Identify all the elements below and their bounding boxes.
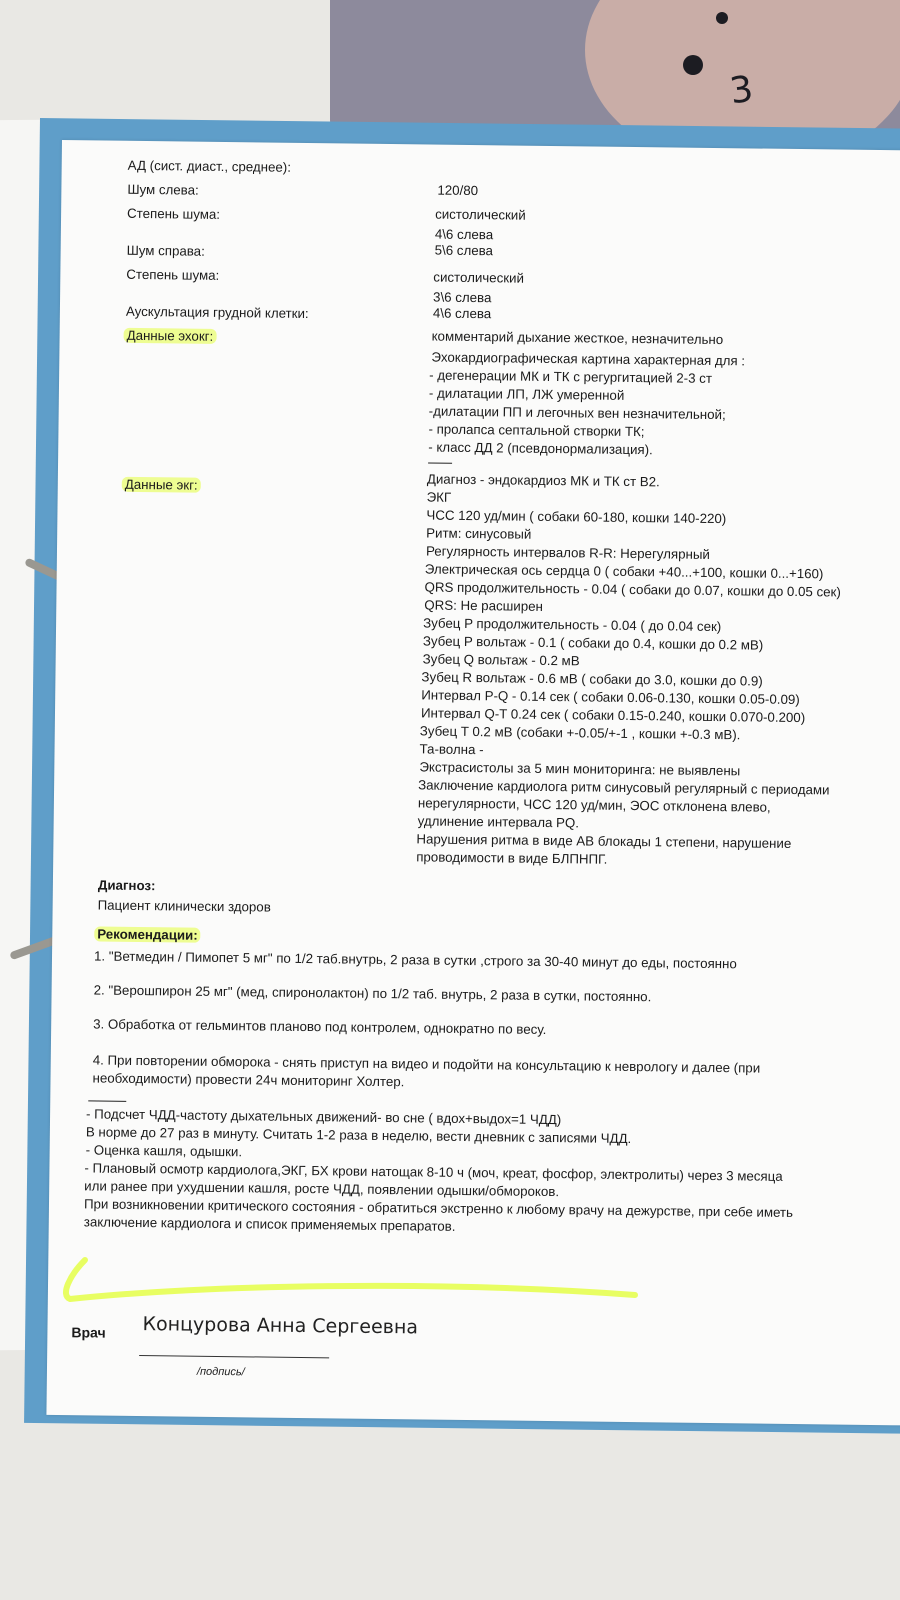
notes-separator xyxy=(88,1100,126,1101)
note-line: или ранее при ухудшении кашля, росте ЧДД, появлении одышки/обмороков. xyxy=(84,1178,560,1200)
label-shum-right: Шум справа: xyxy=(126,242,205,259)
value-stepen-left-2: 5\6 слева xyxy=(434,242,494,259)
ekg-line: ЭКГ xyxy=(426,489,452,505)
recommendation-item: 3. Обработка от гельминтов планово под контролем, однократно по весу. xyxy=(93,1016,547,1037)
label-stepen-right: Степень шума: xyxy=(126,266,220,283)
diagnosis-title: Диагноз: xyxy=(97,877,156,894)
ekg-line: ЧСС 120 уд/мин ( собаки 60-180, кошки 140-220) xyxy=(426,507,727,527)
echo-line: Эхокардиографическая картина характерная для : xyxy=(431,349,746,369)
label-ekg-wrap xyxy=(122,477,201,494)
label-ekg: Данные экг: xyxy=(122,477,201,493)
report-sheet xyxy=(46,140,900,1425)
label-ad: АД (сист. диаст., среднее): xyxy=(127,157,292,175)
ekg-line: Электрическая ось сердца 0 ( собаки +40...+100, кошки 0...+160) xyxy=(424,561,824,582)
ekg-line: Ритм: синусовый xyxy=(426,525,532,542)
recommendations-title: Рекомендации: xyxy=(94,926,201,942)
note-line: При возникновении критического состояния - обратиться экстренно к любому врачу на дежурстве, при себе иметь xyxy=(83,1196,794,1221)
note-line: - Подсчет ЧДД-частоту дыхательных движений- во сне ( вдох+выдох=1 ЧДД) xyxy=(86,1106,562,1128)
value-auscultation: комментарий дыхание жесткое, незначительно xyxy=(431,328,724,348)
ekg-conclusion: Заключение кардиолога ритм синусовый регулярный с периодами xyxy=(418,777,830,798)
ekg-line: Интервал P-Q - 0.14 сек ( собаки 0.06-0.130, кошки 0.05-0.09) xyxy=(421,687,800,708)
echo-line: - дегенерации МК и ТК с регургитацией 2-3 ст xyxy=(429,367,713,386)
pattern-glyph: 3 xyxy=(727,68,756,113)
label-shum-left: Шум слева: xyxy=(127,181,199,198)
doctor-label: Врач xyxy=(71,1324,106,1341)
ekg-line: Зубец Q вольтаж - 0.2 мВ xyxy=(422,651,580,669)
echo-line: -дилатации ПП и легочных вен незначительной; xyxy=(428,403,726,423)
value-shum-right: систолический xyxy=(433,269,525,286)
value-ad: 120/80 xyxy=(437,182,479,199)
pattern-dot xyxy=(716,12,728,24)
ekg-conclusion: нерегулярности, ЧСС 120 уд/мин, ЭОС отклонена влево, xyxy=(417,795,771,815)
echo-separator xyxy=(428,462,452,463)
highlighter-stroke xyxy=(55,1255,655,1305)
diagnosis-text: Пациент клинически здоров xyxy=(97,897,271,915)
recommendation-item: 2. "Верошпирон 25 мг" (мед, спиронолактон) по 1/2 таб. внутрь, 2 раза в сутки, постоянно. xyxy=(93,982,652,1005)
value-stepen-right-2: 4\6 слева xyxy=(432,305,492,322)
ekg-line: Та-волна - xyxy=(419,741,484,758)
ekg-line: Экстрасистолы за 5 мин мониторинга: не выявлены xyxy=(419,759,741,779)
pattern-dot xyxy=(683,55,703,75)
recommendations-title-wrap xyxy=(94,926,201,943)
ekg-conclusion: Нарушения ритма в виде АВ блокады 1 степени, нарушение xyxy=(416,831,792,851)
ekg-line: Зубец P вольтаж - 0.1 ( собаки до 0.4, кошки до 0.2 мВ) xyxy=(422,633,764,653)
signature-caption: /подпись/ xyxy=(196,1365,245,1379)
ekg-conclusion: удлинение интервала PQ. xyxy=(417,813,580,831)
recommendation-item: 1. "Ветмедин / Пимопет 5 мг" по 1/2 таб.внутрь, 2 раза в сутки ,строго за 30-40 минут до еды, постоянно xyxy=(93,948,737,972)
note-line: - Плановый осмотр кардиолога,ЭКГ, БХ крови натощак 8-10 ч (моч, креат, фосфор, электролиты) через 3 месяца xyxy=(84,1160,783,1184)
ekg-line: Регулярность интервалов R-R: Нерегулярный xyxy=(425,543,710,562)
doctor-name: Концурова Анна Сергеевна xyxy=(142,1313,419,1339)
ekg-line: Зубец T 0.2 мВ (собаки +-0.05/+-1 , кошки +-0.3 мВ). xyxy=(419,723,741,743)
note-line: заключение кардиолога и список применяемых препаратов. xyxy=(83,1214,456,1234)
label-echo: Данные эхокг: xyxy=(124,328,217,344)
echo-diagnosis: Диагноз - эндокардиоз МК и ТК ст В2. xyxy=(426,471,660,490)
echo-line: - класс ДД 2 (псевдонормализация). xyxy=(428,439,653,458)
value-stepen-right-1: 3\6 слева xyxy=(433,289,492,306)
ekg-conclusion: проводимости в виде БЛПНПГ. xyxy=(416,849,608,867)
value-stepen-left-1: 4\6 слева xyxy=(434,226,494,243)
ekg-line: QRS: Не расширен xyxy=(424,597,543,614)
label-echo-wrap xyxy=(124,328,217,345)
recommendation-item: необходимости) провести 24ч мониторинг Холтер. xyxy=(92,1070,405,1090)
signature-line xyxy=(139,1355,329,1358)
label-auscultation: Аускультация грудной клетки: xyxy=(125,303,309,322)
ekg-line: Зубец R вольтаж - 0.6 мВ ( собаки до 3.0, кошки до 0.9) xyxy=(421,669,763,689)
recommendation-item: 4. При повторении обморока - снять приступ на видео и подойти на консультацию к неврологу и далее (при xyxy=(92,1052,761,1076)
ekg-line: QRS продолжительность - 0.04 ( собаки до 0.07, кошки до 0.05 сек) xyxy=(424,579,841,600)
echo-line: - пролапса септальной створки ТК; xyxy=(428,421,645,440)
label-stepen-left: Степень шума: xyxy=(127,205,221,222)
value-shum-left: систолический xyxy=(435,206,526,223)
ekg-line: Зубец P продолжительность - 0.04 ( до 0.04 сек) xyxy=(423,615,722,635)
note-line: В норме до 27 раз в минуту. Считать 1-2 раза в неделю, вести дневник с записями ЧДД. xyxy=(85,1124,632,1147)
echo-line: - дилатации ЛП, ЛЖ умеренной xyxy=(428,385,625,403)
note-line: - Оценка кашля, одышки. xyxy=(85,1142,243,1160)
ekg-line: Интервал Q-T 0.24 сек ( собаки 0.15-0.240, кошки 0.070-0.200) xyxy=(420,705,806,726)
